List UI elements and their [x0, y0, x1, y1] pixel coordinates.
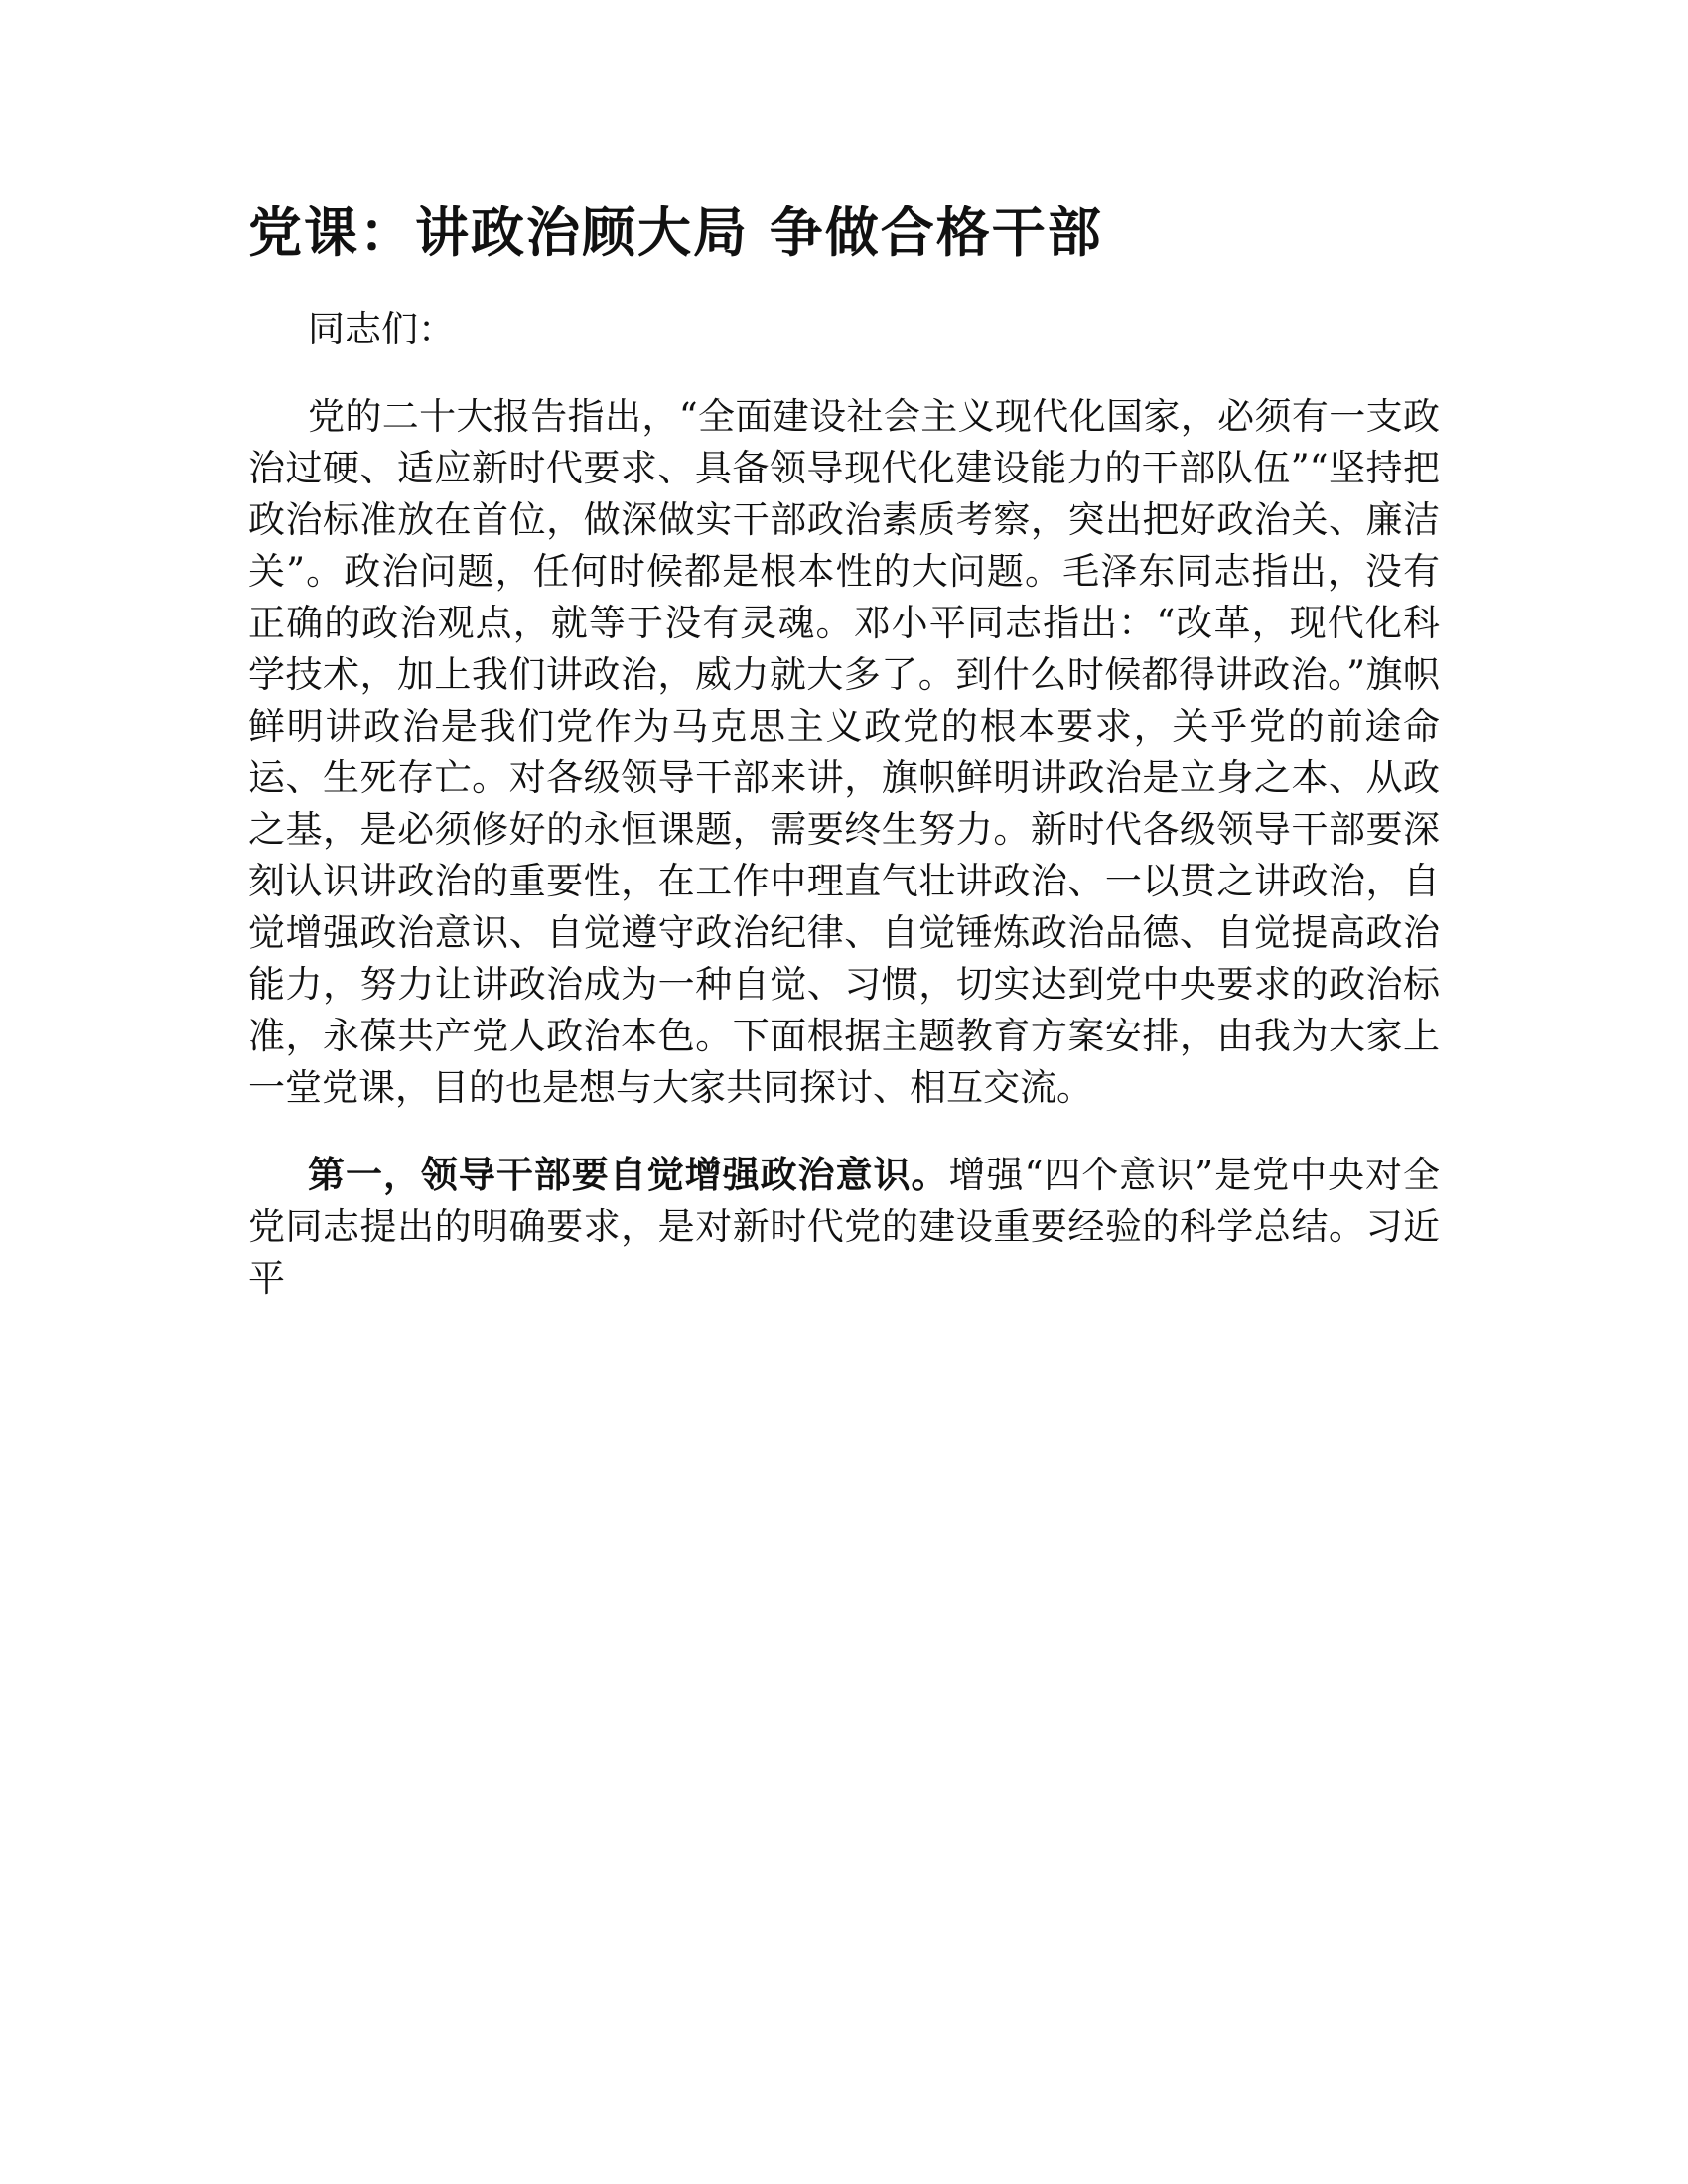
document-body	[248, 199, 1440, 1304]
paragraph-lead-heading: 第一，领导干部要自觉增强政治意识。	[308, 1154, 949, 1196]
paragraph-intro: 党的二十大报告指出，“全面建设社会主义现代化国家，必须有一支政治过硬、适应新时代要求、具备领导现代化建设能力的干部队伍”“坚持把政治标准放在首位，做深做实干部政治素质考察，突出把好政治关、廉洁关”。政治问题，任何时候都是根本性的大问题。毛泽东同志指出，没有正确的政治观点，就等于没有灵魂。邓小平同志指出：“改革，现代化科学技术，加上我们讲政治，威力就大多了。到什么时候都得讲政治。”旗帜鲜明讲政治是我们党作为马克思主义政党的根本要求，关乎党的前途命运、生死存亡。对各级领导干部来讲，旗帜鲜明讲政治是立身之本、从政之基，是必须修好的永恒课题，需要终生努力。新时代各级领导干部要深刻认识讲政治的重要性，在工作中理直气壮讲政治、一以贯之讲政治，自觉增强政治意识、自觉遵守政治纪律、自觉锤炼政治品德、自觉提高政治能力，努力让讲政治成为一种自觉、习惯，切实达到党中央要求的政治标准，永葆共产党人政治本色。下面根据主题教育方案安排，由我为大家上一堂党课，目的也是想与大家共同探讨、相互交流。	[248, 395, 1440, 1109]
salutation: 同志们：	[308, 308, 455, 350]
paragraph-first-point	[248, 1150, 1440, 1304]
paragraph-body-text: 增强“四个意识”是党中央对全党同志提出的明确要求，是对新时代党的建设重要经验的科学总结。习近平	[248, 1154, 1440, 1299]
document-title: 党课：讲政治顾大局 争做合格干部	[248, 202, 1103, 264]
